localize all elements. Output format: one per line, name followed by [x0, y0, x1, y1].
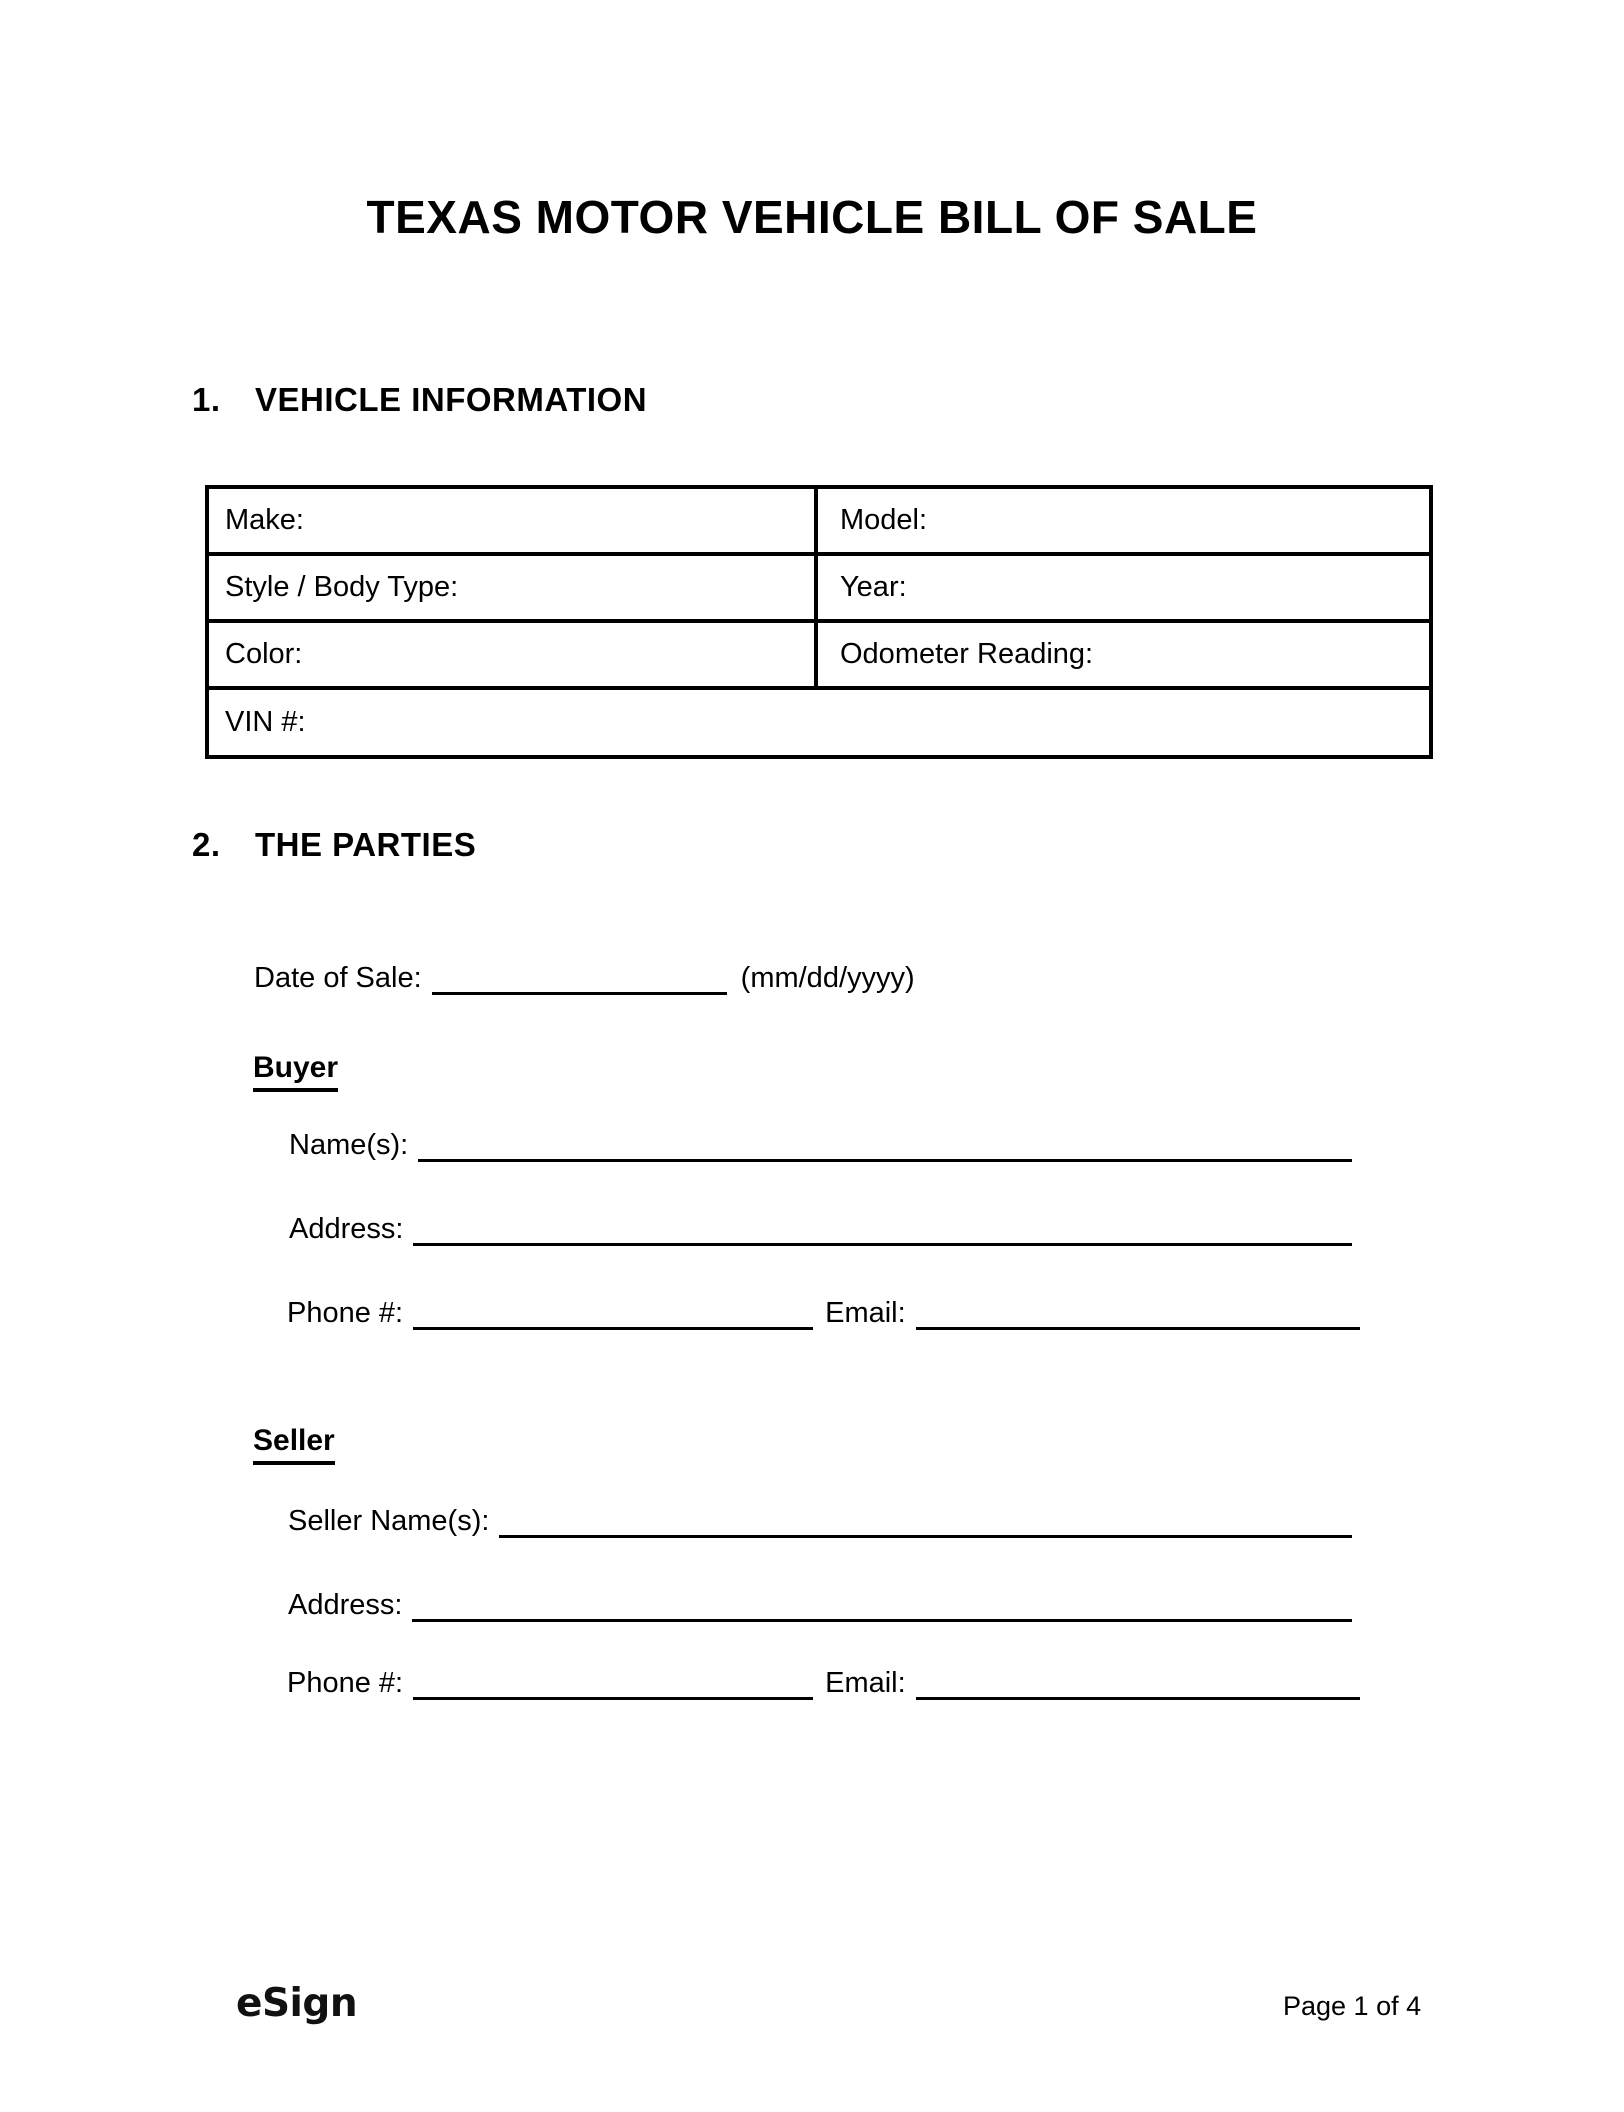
table-row	[209, 489, 1429, 556]
seller-address-field-line	[412, 1585, 1352, 1622]
section-heading-vehicle-information	[192, 381, 647, 419]
vin-label: VIN #:	[225, 706, 306, 738]
seller-name-field-line	[499, 1501, 1352, 1538]
seller-email-label: Email:	[825, 1667, 906, 1699]
style-body-type-label: Style / Body Type:	[225, 571, 459, 603]
buyer-email-field-line	[916, 1293, 1360, 1330]
esign-logo: eSign	[236, 1981, 358, 2026]
table-row	[209, 556, 1429, 623]
table-cell-vin	[209, 690, 1429, 755]
seller-phone-field-line	[413, 1663, 813, 1700]
buyer-email-label: Email:	[825, 1297, 906, 1329]
seller-heading	[253, 1424, 335, 1465]
buyer-heading-text: Buyer	[253, 1051, 338, 1092]
buyer-phone-label: Phone #:	[287, 1297, 404, 1329]
seller-phone-label: Phone #:	[287, 1667, 404, 1699]
table-row	[209, 690, 1429, 755]
seller-email-field-line	[916, 1663, 1360, 1700]
vehicle-info-table	[205, 485, 1433, 759]
date-of-sale-label: Date of Sale:	[254, 962, 422, 994]
buyer-address-row	[289, 1212, 1352, 1246]
seller-address-row	[288, 1588, 1352, 1622]
page-number: Page 1 of 4	[1283, 1991, 1422, 2021]
odometer-reading-label: Odometer Reading:	[840, 638, 1094, 670]
page-title: TEXAS MOTOR VEHICLE BILL OF SALE	[366, 191, 1258, 243]
table-cell-make	[209, 489, 818, 552]
table-row	[209, 623, 1429, 690]
seller-name-row	[288, 1504, 1352, 1538]
table-cell-odometer-reading	[818, 623, 1429, 686]
seller-phone-email-row	[287, 1666, 1360, 1700]
make-label: Make:	[225, 504, 304, 536]
date-of-sale-field-line	[432, 958, 727, 995]
buyer-phone-email-row	[287, 1296, 1360, 1330]
table-cell-model	[818, 489, 1429, 552]
buyer-heading	[253, 1051, 338, 1092]
section-title: VEHICLE INFORMATION	[255, 381, 648, 418]
color-label: Color:	[225, 638, 303, 670]
model-label: Model:	[840, 504, 928, 536]
section-title: THE PARTIES	[255, 826, 477, 863]
buyer-address-field-line	[413, 1209, 1352, 1246]
section-number: 2.	[192, 826, 221, 863]
table-cell-color	[209, 623, 818, 686]
section-heading-the-parties	[192, 826, 476, 864]
buyer-phone-field-line	[413, 1293, 813, 1330]
buyer-name-label: Name(s):	[289, 1129, 409, 1161]
year-label: Year:	[840, 571, 907, 603]
buyer-name-field-line	[418, 1125, 1352, 1162]
seller-address-label: Address:	[288, 1589, 403, 1621]
date-of-sale-row	[254, 961, 915, 995]
date-format-hint: (mm/dd/yyyy)	[740, 962, 915, 994]
table-cell-style-body-type	[209, 556, 818, 619]
seller-name-label: Seller Name(s):	[288, 1505, 490, 1537]
buyer-name-row	[289, 1128, 1352, 1162]
section-number: 1.	[192, 381, 221, 418]
table-cell-year	[818, 556, 1429, 619]
seller-heading-text: Seller	[253, 1424, 335, 1465]
buyer-address-label: Address:	[289, 1213, 404, 1245]
